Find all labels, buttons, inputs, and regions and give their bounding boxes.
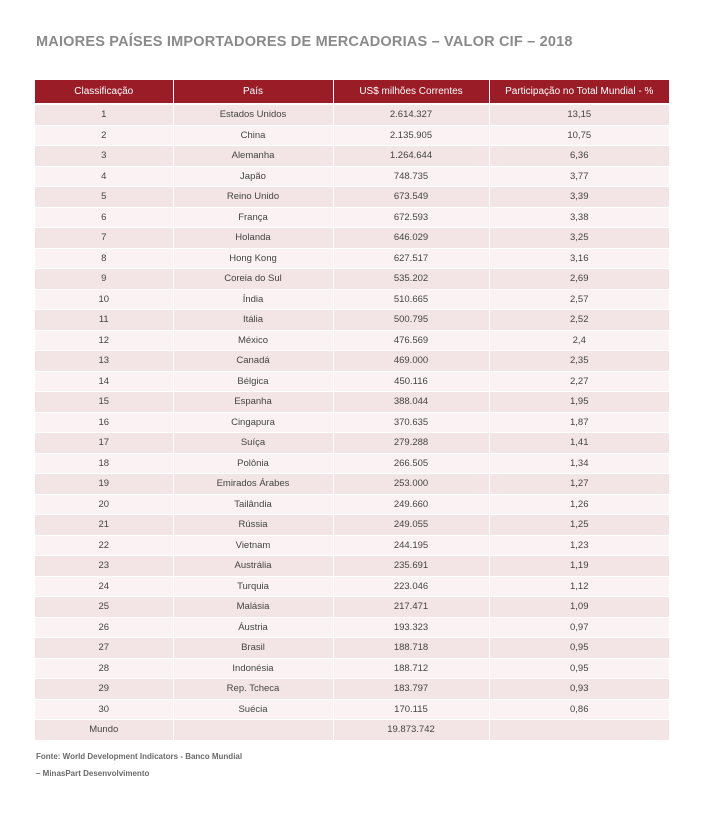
cell-share: 2,57 [489, 289, 669, 310]
table-row [35, 371, 669, 392]
cell-value: 672.593 [333, 207, 489, 228]
table-row [35, 535, 669, 556]
total-label: Mundo [35, 720, 173, 741]
cell-rank: 11 [35, 310, 173, 331]
cell-value: 627.517 [333, 248, 489, 269]
cell-value: 253.000 [333, 474, 489, 495]
cell-country: Malásia [173, 597, 333, 618]
table-row [35, 166, 669, 187]
table-row [35, 412, 669, 433]
cell-value: 249.660 [333, 494, 489, 515]
cell-country: Coreia do Sul [173, 269, 333, 290]
table-row [35, 679, 669, 700]
cell-share: 3,77 [489, 166, 669, 187]
cell-share: 6,36 [489, 146, 669, 167]
cell-country: Emirados Árabes [173, 474, 333, 495]
cell-country: Canadá [173, 351, 333, 372]
source-note: Fonte: World Development Indicators - Banco Mundial [36, 752, 243, 761]
cell-rank: 21 [35, 515, 173, 536]
table-row [35, 289, 669, 310]
table-row [35, 351, 669, 372]
cell-rank: 18 [35, 453, 173, 474]
table-row [35, 207, 669, 228]
cell-rank: 10 [35, 289, 173, 310]
cell-rank: 9 [35, 269, 173, 290]
cell-share: 1,23 [489, 535, 669, 556]
cell-value: 450.116 [333, 371, 489, 392]
cell-country: Japão [173, 166, 333, 187]
cell-country: Polônia [173, 453, 333, 474]
cell-country: China [173, 125, 333, 146]
cell-country: França [173, 207, 333, 228]
cell-value: 476.569 [333, 330, 489, 351]
column-header-share: Participação no Total Mundial - % [489, 80, 669, 104]
cell-country: Rep. Tcheca [173, 679, 333, 700]
cell-value: 388.044 [333, 392, 489, 413]
table-row [35, 392, 669, 413]
cell-value: 646.029 [333, 228, 489, 249]
cell-country: Reino Unido [173, 187, 333, 208]
cell-rank: 2 [35, 125, 173, 146]
table-header-row [35, 80, 669, 104]
cell-country: Suíça [173, 433, 333, 454]
table-row [35, 494, 669, 515]
table-body [35, 104, 669, 740]
cell-country: Turquia [173, 576, 333, 597]
cell-share: 1,25 [489, 515, 669, 536]
table-row [35, 269, 669, 290]
table-row [35, 515, 669, 536]
cell-share: 1,41 [489, 433, 669, 454]
cell-country: Vietnam [173, 535, 333, 556]
cell-rank: 29 [35, 679, 173, 700]
cell-rank: 20 [35, 494, 173, 515]
column-header-value: US$ milhões Correntes [333, 80, 489, 104]
cell-share: 1,12 [489, 576, 669, 597]
table-row [35, 617, 669, 638]
cell-rank: 5 [35, 187, 173, 208]
table-row [35, 453, 669, 474]
cell-country: Áustria [173, 617, 333, 638]
cell-rank: 12 [35, 330, 173, 351]
cell-country: Bélgica [173, 371, 333, 392]
cell-value: 469.000 [333, 351, 489, 372]
cell-share: 0,86 [489, 699, 669, 720]
table-row [35, 576, 669, 597]
cell-share: 3,25 [489, 228, 669, 249]
cell-rank: 25 [35, 597, 173, 618]
total-value: 19.873.742 [333, 720, 489, 741]
source-credit: – MinasPart Desenvolvimento [36, 769, 150, 778]
cell-rank: 15 [35, 392, 173, 413]
cell-share: 1,09 [489, 597, 669, 618]
cell-rank: 22 [35, 535, 173, 556]
table-row [35, 699, 669, 720]
cell-country: Hong Kong [173, 248, 333, 269]
cell-share: 1,19 [489, 556, 669, 577]
cell-share: 1,26 [489, 494, 669, 515]
table-row [35, 248, 669, 269]
table-row [35, 310, 669, 331]
cell-value: 2.614.327 [333, 104, 489, 125]
cell-share: 0,93 [489, 679, 669, 700]
cell-share: 2,27 [489, 371, 669, 392]
table-row [35, 146, 669, 167]
cell-value: 748.735 [333, 166, 489, 187]
cell-rank: 1 [35, 104, 173, 125]
cell-share: 1,27 [489, 474, 669, 495]
table-row [35, 187, 669, 208]
cell-rank: 24 [35, 576, 173, 597]
cell-value: 1.264.644 [333, 146, 489, 167]
cell-value: 370.635 [333, 412, 489, 433]
total-row [35, 720, 669, 741]
table-row [35, 228, 669, 249]
cell-share: 3,38 [489, 207, 669, 228]
cell-rank: 4 [35, 166, 173, 187]
cell-value: 183.797 [333, 679, 489, 700]
cell-value: 249.055 [333, 515, 489, 536]
cell-country: Brasil [173, 638, 333, 659]
cell-rank: 28 [35, 658, 173, 679]
cell-value: 193.323 [333, 617, 489, 638]
table-row [35, 658, 669, 679]
column-header-rank: Classificação [35, 80, 173, 104]
cell-country: Cingapura [173, 412, 333, 433]
cell-rank: 17 [35, 433, 173, 454]
cell-rank: 19 [35, 474, 173, 495]
cell-value: 2.135.905 [333, 125, 489, 146]
cell-country: Índia [173, 289, 333, 310]
table-row [35, 433, 669, 454]
cell-country: Tailândia [173, 494, 333, 515]
cell-value: 188.712 [333, 658, 489, 679]
cell-share: 2,52 [489, 310, 669, 331]
cell-share: 0,97 [489, 617, 669, 638]
cell-share: 0,95 [489, 658, 669, 679]
cell-value: 235.691 [333, 556, 489, 577]
cell-value: 510.665 [333, 289, 489, 310]
cell-share: 2,35 [489, 351, 669, 372]
cell-country: Suécia [173, 699, 333, 720]
cell-value: 266.505 [333, 453, 489, 474]
cell-country: Espanha [173, 392, 333, 413]
table-row [35, 125, 669, 146]
total-country [173, 720, 333, 741]
cell-rank: 26 [35, 617, 173, 638]
cell-share: 1,87 [489, 412, 669, 433]
table-row [35, 597, 669, 618]
cell-value: 170.115 [333, 699, 489, 720]
page-title: MAIORES PAÍSES IMPORTADORES DE MERCADORIAS – VALOR CIF – 2018 [36, 34, 573, 50]
cell-value: 223.046 [333, 576, 489, 597]
cell-share: 13,15 [489, 104, 669, 125]
cell-share: 3,39 [489, 187, 669, 208]
cell-rank: 13 [35, 351, 173, 372]
cell-rank: 8 [35, 248, 173, 269]
table-row [35, 474, 669, 495]
cell-value: 279.288 [333, 433, 489, 454]
table-row [35, 556, 669, 577]
column-header-country: País [173, 80, 333, 104]
table-row [35, 330, 669, 351]
cell-share: 0,95 [489, 638, 669, 659]
cell-country: Indonésia [173, 658, 333, 679]
cell-share: 1,95 [489, 392, 669, 413]
cell-rank: 7 [35, 228, 173, 249]
cell-value: 217.471 [333, 597, 489, 618]
cell-rank: 30 [35, 699, 173, 720]
cell-value: 188.718 [333, 638, 489, 659]
table-row [35, 638, 669, 659]
cell-country: Austrália [173, 556, 333, 577]
cell-share: 3,16 [489, 248, 669, 269]
cell-rank: 23 [35, 556, 173, 577]
cell-share: 2,69 [489, 269, 669, 290]
cell-value: 244.195 [333, 535, 489, 556]
cell-country: Holanda [173, 228, 333, 249]
cell-share: 2,4 [489, 330, 669, 351]
importers-table [35, 80, 669, 741]
cell-share: 10,75 [489, 125, 669, 146]
cell-country: México [173, 330, 333, 351]
cell-value: 535.202 [333, 269, 489, 290]
total-share [489, 720, 669, 741]
cell-rank: 16 [35, 412, 173, 433]
cell-share: 1,34 [489, 453, 669, 474]
cell-rank: 6 [35, 207, 173, 228]
table-row [35, 104, 669, 125]
cell-rank: 14 [35, 371, 173, 392]
cell-rank: 3 [35, 146, 173, 167]
cell-country: Estados Unidos [173, 104, 333, 125]
cell-rank: 27 [35, 638, 173, 659]
cell-country: Itália [173, 310, 333, 331]
cell-country: Rússia [173, 515, 333, 536]
cell-value: 673.549 [333, 187, 489, 208]
cell-value: 500.795 [333, 310, 489, 331]
cell-country: Alemanha [173, 146, 333, 167]
